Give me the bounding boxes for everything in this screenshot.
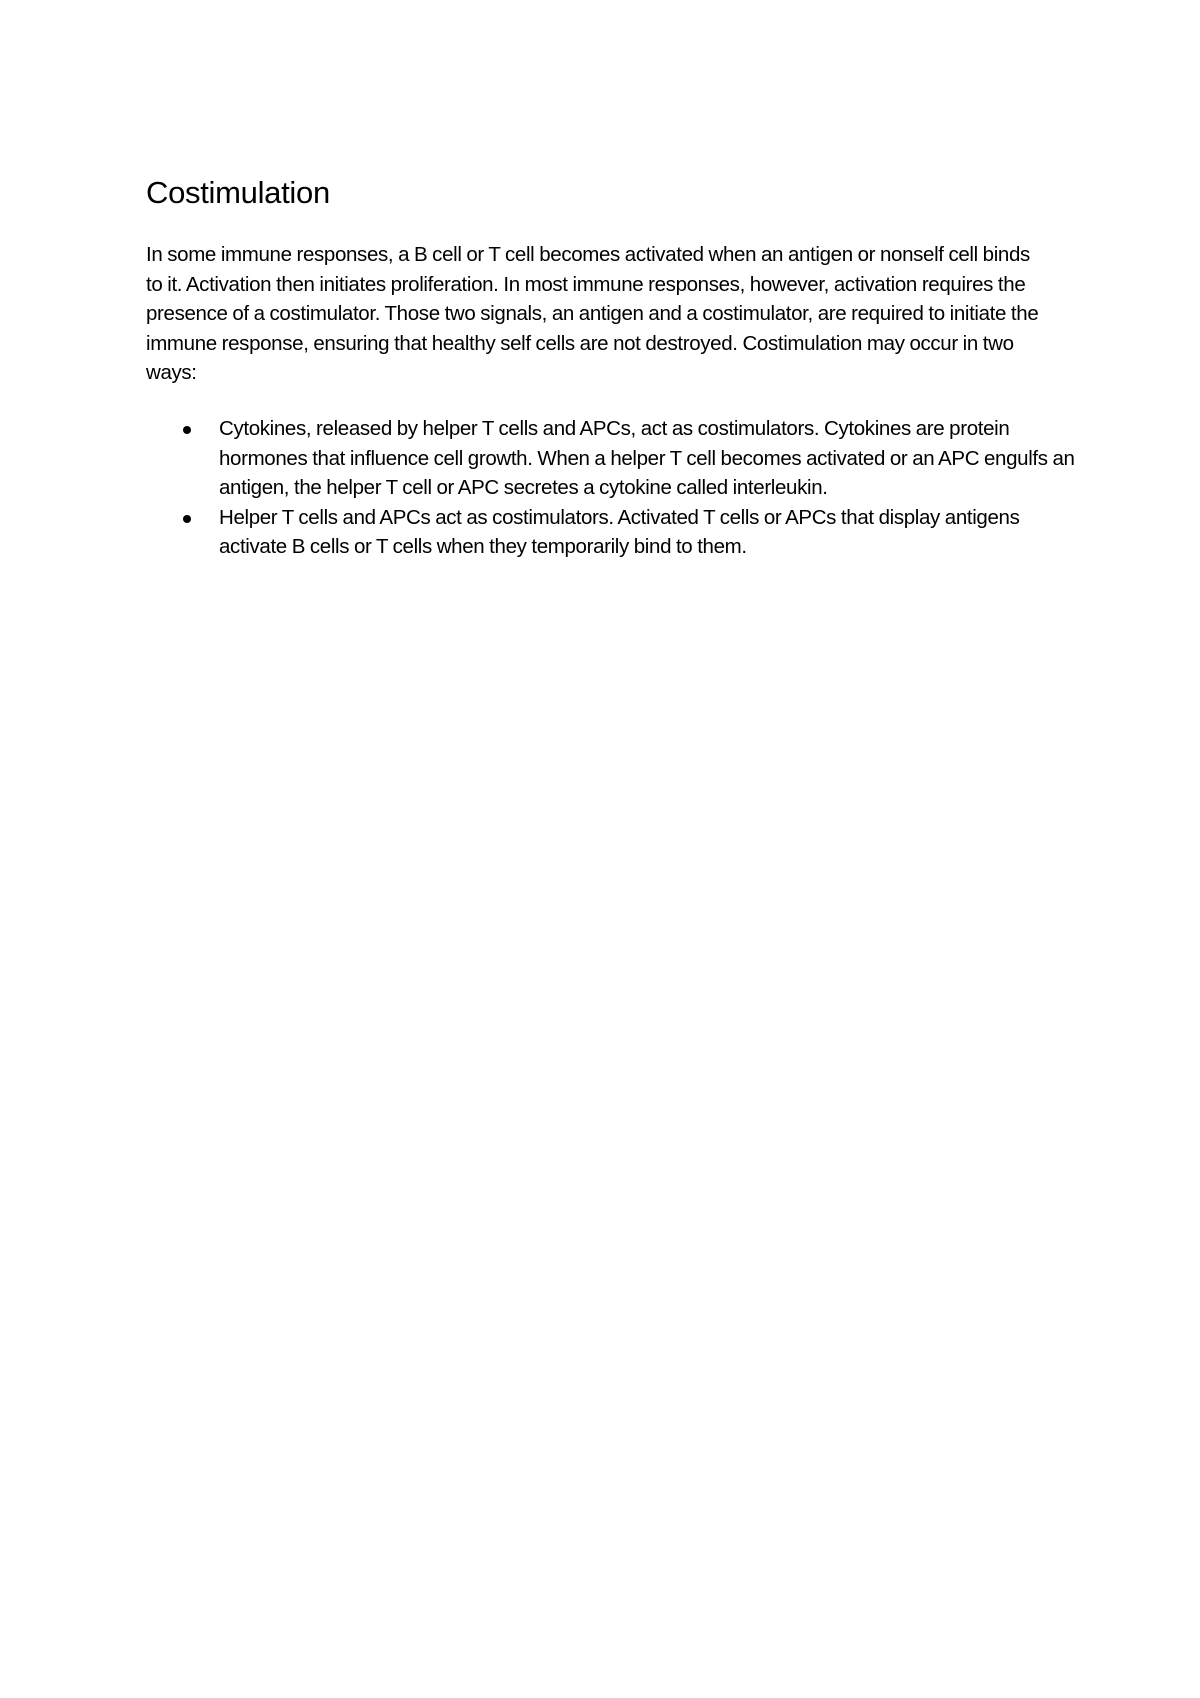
list-item-text: Helper T cells and APCs act as costimulators. Activated T cells or APCs that display antigens activate B cells or T cells when they temporarily bind to them. — [219, 505, 1020, 559]
list-item-text: Cytokines, released by helper T cells and APCs, act as costimulators. Cytokines are protein hormones that influence cell growth. When a helper T cell becomes activated or an APC engulfs an antigen, the helper T cell or APC secretes a cytokine called interleukin. — [219, 416, 1075, 500]
document-body — [146, 172, 1075, 562]
list-item — [146, 414, 1079, 503]
list-item — [146, 503, 1079, 562]
page-title: Costimulation — [146, 175, 330, 210]
bullet-icon — [183, 426, 191, 434]
bullet-icon — [183, 515, 191, 523]
bullet-list — [146, 414, 1075, 562]
intro-paragraph: In some immune responses, a B cell or T cell becomes activated when an antigen or nonself cell binds to it. Activation then initiates proliferation. In most immune responses, however, activation requires the presence of a costimulator. Those two signals, an antigen and a costimulator, are required to initiate the immune response, ensuring that healthy self cells are not destroyed. Costimulation may occur in two ways: — [146, 243, 1039, 385]
